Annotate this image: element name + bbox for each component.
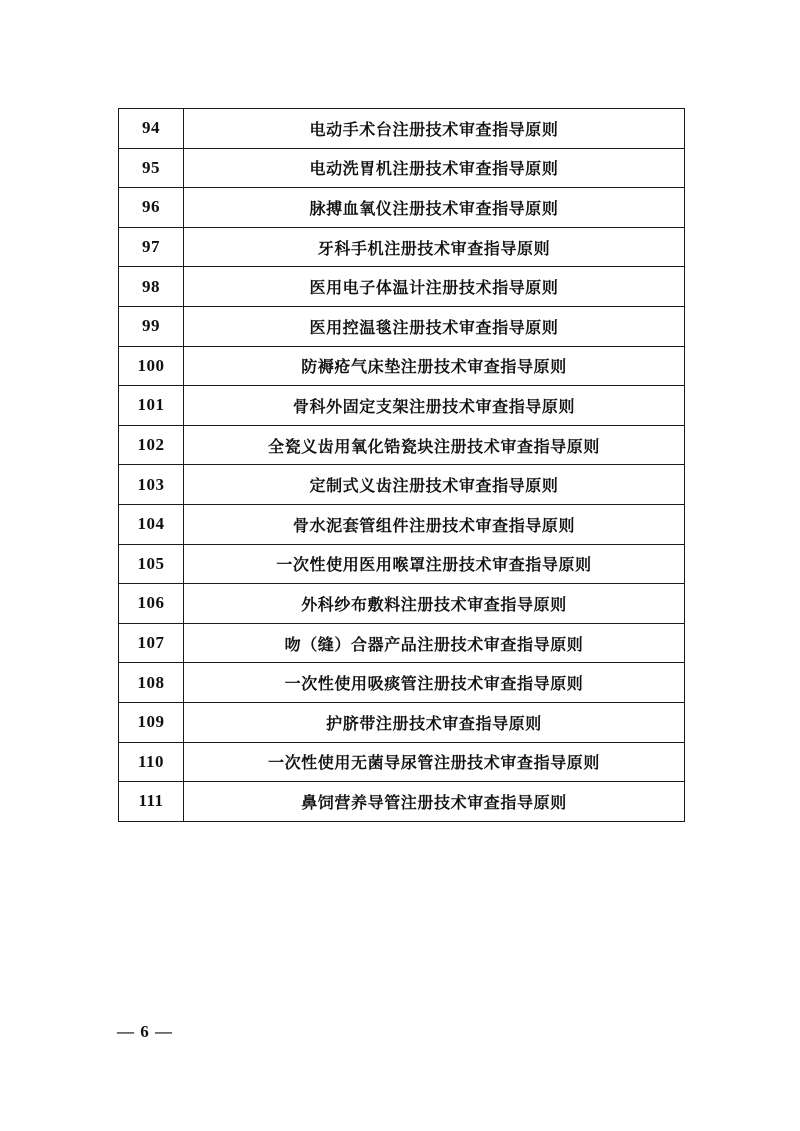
row-number: 107 — [119, 623, 184, 663]
row-title: 外科纱布敷料注册技术审查指导原则 — [184, 584, 685, 624]
table-row — [119, 306, 685, 346]
row-number: 105 — [119, 544, 184, 584]
table-row — [119, 465, 685, 505]
row-number: 106 — [119, 584, 184, 624]
row-title: 一次性使用无菌导尿管注册技术审查指导原则 — [184, 742, 685, 782]
guideline-table — [118, 108, 685, 822]
row-title: 护脐带注册技术审查指导原则 — [184, 702, 685, 742]
row-number: 109 — [119, 702, 184, 742]
row-title: 电动洗胃机注册技术审查指导原则 — [184, 148, 685, 188]
row-number: 104 — [119, 504, 184, 544]
table-row — [119, 188, 685, 228]
row-title: 定制式义齿注册技术审查指导原则 — [184, 465, 685, 505]
row-title: 脉搏血氧仪注册技术审查指导原则 — [184, 188, 685, 228]
table-row — [119, 782, 685, 822]
table-row — [119, 425, 685, 465]
row-title: 骨水泥套管组件注册技术审查指导原则 — [184, 504, 685, 544]
row-title: 鼻饲营养导管注册技术审查指导原则 — [184, 782, 685, 822]
row-title: 医用电子体温计注册技术指导原则 — [184, 267, 685, 307]
row-title: 全瓷义齿用氧化锆瓷块注册技术审查指导原则 — [184, 425, 685, 465]
table-body — [119, 109, 685, 822]
table-row — [119, 623, 685, 663]
page-number: — 6 — — [117, 1022, 173, 1041]
row-number: 108 — [119, 663, 184, 703]
guideline-table-container — [118, 108, 682, 822]
row-number: 98 — [119, 267, 184, 307]
row-title: 防褥疮气床垫注册技术审查指导原则 — [184, 346, 685, 386]
table-row — [119, 544, 685, 584]
row-title: 吻（缝）合器产品注册技术审查指导原则 — [184, 623, 685, 663]
row-number: 101 — [119, 386, 184, 426]
row-number: 99 — [119, 306, 184, 346]
row-number: 96 — [119, 188, 184, 228]
table-row — [119, 227, 685, 267]
table-row — [119, 742, 685, 782]
table-row — [119, 702, 685, 742]
row-number: 95 — [119, 148, 184, 188]
row-title: 一次性使用吸痰管注册技术审查指导原则 — [184, 663, 685, 703]
table-row — [119, 663, 685, 703]
row-number: 100 — [119, 346, 184, 386]
row-title: 医用控温毯注册技术审查指导原则 — [184, 306, 685, 346]
row-number: 111 — [119, 782, 184, 822]
table-row — [119, 346, 685, 386]
table-row — [119, 386, 685, 426]
row-number: 102 — [119, 425, 184, 465]
row-number: 110 — [119, 742, 184, 782]
row-number: 97 — [119, 227, 184, 267]
row-number: 103 — [119, 465, 184, 505]
row-title: 一次性使用医用喉罩注册技术审查指导原则 — [184, 544, 685, 584]
table-row — [119, 584, 685, 624]
table-row — [119, 109, 685, 149]
row-title: 电动手术台注册技术审查指导原则 — [184, 109, 685, 149]
row-number: 94 — [119, 109, 184, 149]
row-title: 牙科手机注册技术审查指导原则 — [184, 227, 685, 267]
table-row — [119, 267, 685, 307]
table-row — [119, 504, 685, 544]
table-row — [119, 148, 685, 188]
row-title: 骨科外固定支架注册技术审查指导原则 — [184, 386, 685, 426]
